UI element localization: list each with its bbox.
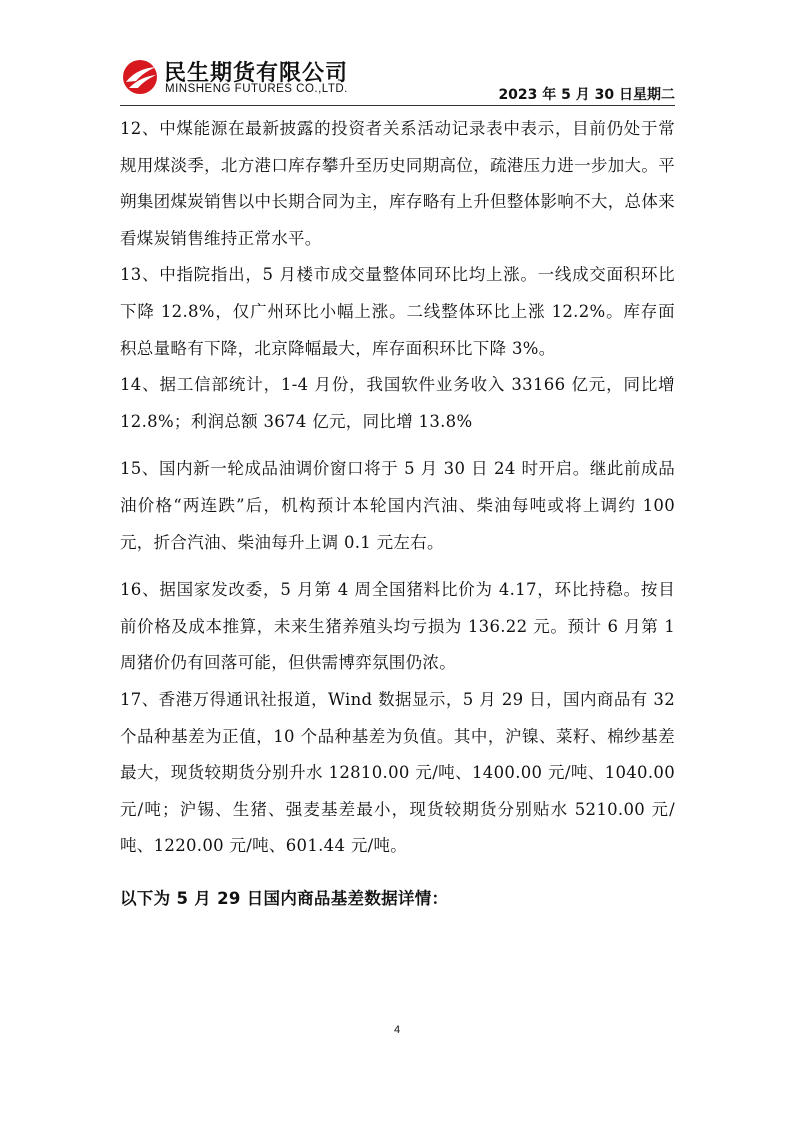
document-body <box>120 111 675 914</box>
news-item-16: 16、据国家发改委，5 月第 4 周全国猪料比价为 4.17，环比持稳。按目前价格及成本推算，未来生猪养殖头均亏损为 136.22 元。预计 6 月第 1 周猪价仍有回落可能，但供需博弈氛围仍浓。 <box>120 580 675 673</box>
news-item-14: 14、据工信部统计，1-4 月份，我国软件业务收入 33166 亿元，同比增 12.8%；利润总额 3674 亿元，同比增 13.8% <box>120 375 675 431</box>
minsheng-logo-icon <box>120 58 160 96</box>
company-name-en: MINSHENG FUTURES CO.,LTD. <box>165 83 348 95</box>
header-date: 2023 年 5 月 30 日星期二 <box>498 87 675 103</box>
page-header <box>120 56 675 106</box>
company-name-cn: 民生期货有限公司 <box>164 61 349 86</box>
news-item-15: 15、国内新一轮成品油调价窗口将于 5 月 30 日 24 时开启。继此前成品油价格“两连跌”后，机构预计本轮国内汽油、柴油每吨或将上调约 100 元，折合汽油、柴油每升上调 0.1 元左右。 <box>120 459 675 552</box>
news-item-12: 12、中煤能源在最新披露的投资者关系活动记录表中表示，目前仍处于常规用煤淡季，北方港口库存攀升至历史同期高位，疏港压力进一步加大。平朔集团煤炭销售以中长期合同为主，库存略有上升但整体影响不大，总体来看煤炭销售维持正常水平。 <box>120 119 675 248</box>
page-number: 4 <box>393 1024 401 1036</box>
header-divider <box>120 105 675 106</box>
section-heading: 以下为 5 月 29 日国内商品基差数据详情： <box>120 888 449 908</box>
news-item-13: 13、中指院指出，5 月楼市成交量整体同环比均上涨。一线成交面积环比下降 12.8%，仅广州环比小幅上涨。二线整体环比上涨 12.2%。库存面积总量略有下降，北京降幅最大，库存面积环比下降 3%。 <box>120 265 675 358</box>
news-item-17: 17、香港万得通讯社报道，Wind 数据显示，5 月 29 日，国内商品有 32 个品种基差为正值，10 个品种基差为负值。其中，沪镍、菜籽、棉纱基差最大，现货较期货分别升水 12810.00 元/吨、1400.00 元/吨、1040.00 元/吨；沪锡、生猪、强麦基差最小，现货较期货分别贴水 5210.00 元/吨、1220.00 元/吨、601.44 元/吨。 <box>120 689 676 856</box>
company-logo <box>120 56 370 102</box>
